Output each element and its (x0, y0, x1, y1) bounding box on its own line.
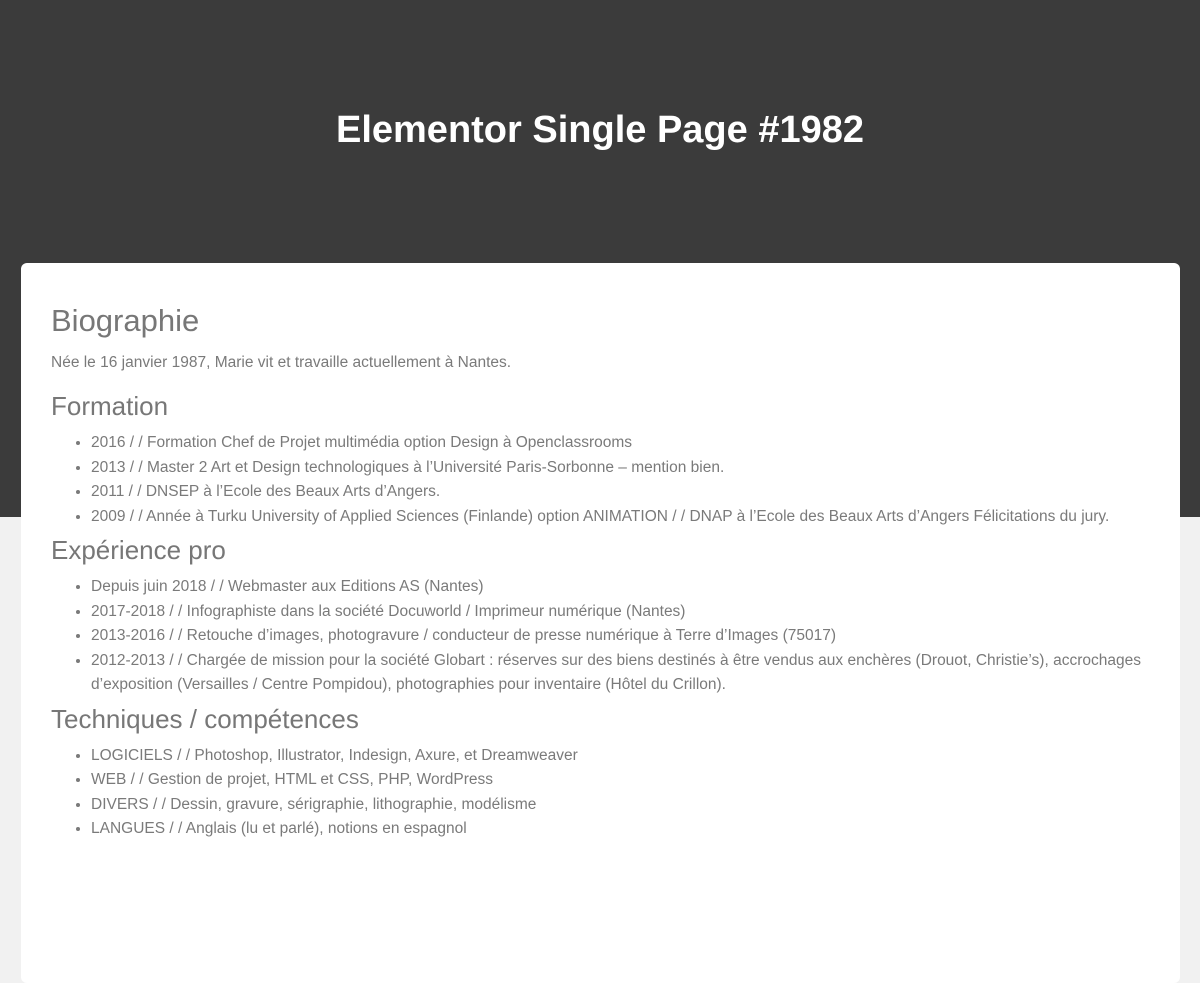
biography-heading: Biographie (51, 303, 200, 338)
list-item: • 2012-2013 / / Chargée de mission pour la société Globart : réserves sur des biens destinés à être vendus aux enchères (Drouot, Christie’s), accrochages d’exposition (Versailles / Centre Pompidou), photographies pour inventaire (Hôtel du Crillon). (91, 649, 1150, 698)
list-item: • WEB / / Gestion de projet, HTML et CSS, PHP, WordPress (91, 768, 1150, 793)
formation-heading: Formation (51, 391, 169, 421)
content-card (21, 263, 1180, 983)
biography-text: Née le 16 janvier 1987, Marie vit et travaille actuellement à Nantes. (51, 354, 512, 371)
formation-list (51, 431, 1150, 529)
experience-list (51, 575, 1150, 698)
list-item: • 2016 / / Formation Chef de Projet multimédia option Design à Openclassrooms (91, 431, 1150, 456)
list-item: • 2017-2018 / / Infographiste dans la société Docuworld / Imprimeur numérique (Nantes) (91, 600, 1150, 625)
list-item: • LANGUES / / Anglais (lu et parlé), notions en espagnol (91, 817, 1150, 842)
list-item: • DIVERS / / Dessin, gravure, sérigraphie, lithographie, modélisme (91, 793, 1150, 818)
list-item: • LOGICIELS / / Photoshop, Illustrator, Indesign, Axure, et Dreamweaver (91, 744, 1150, 769)
list-item: • 2009 / / Année à Turku University of Applied Sciences (Finlande) option ANIMATION / / DNAP à l’Ecole des Beaux Arts d’Angers Félicitations du jury. (91, 505, 1150, 530)
page-title: Elementor Single Page #1982 (335, 109, 864, 151)
experience-heading: Expérience pro (51, 535, 226, 565)
list-item: • 2013 / / Master 2 Art et Design technologiques à l’Université Paris-Sorbonne – mention bien. (91, 456, 1150, 481)
list-item: • 2013-2016 / / Retouche d’images, photogravure / conducteur de presse numérique à Terre d’Images (75017) (91, 624, 1150, 649)
list-item: • 2011 / / DNSEP à l’Ecole des Beaux Arts d’Angers. (91, 480, 1150, 505)
skills-list (51, 744, 1150, 842)
list-item: • Depuis juin 2018 / / Webmaster aux Editions AS (Nantes) (91, 575, 1150, 600)
skills-heading: Techniques / compétences (51, 703, 359, 734)
